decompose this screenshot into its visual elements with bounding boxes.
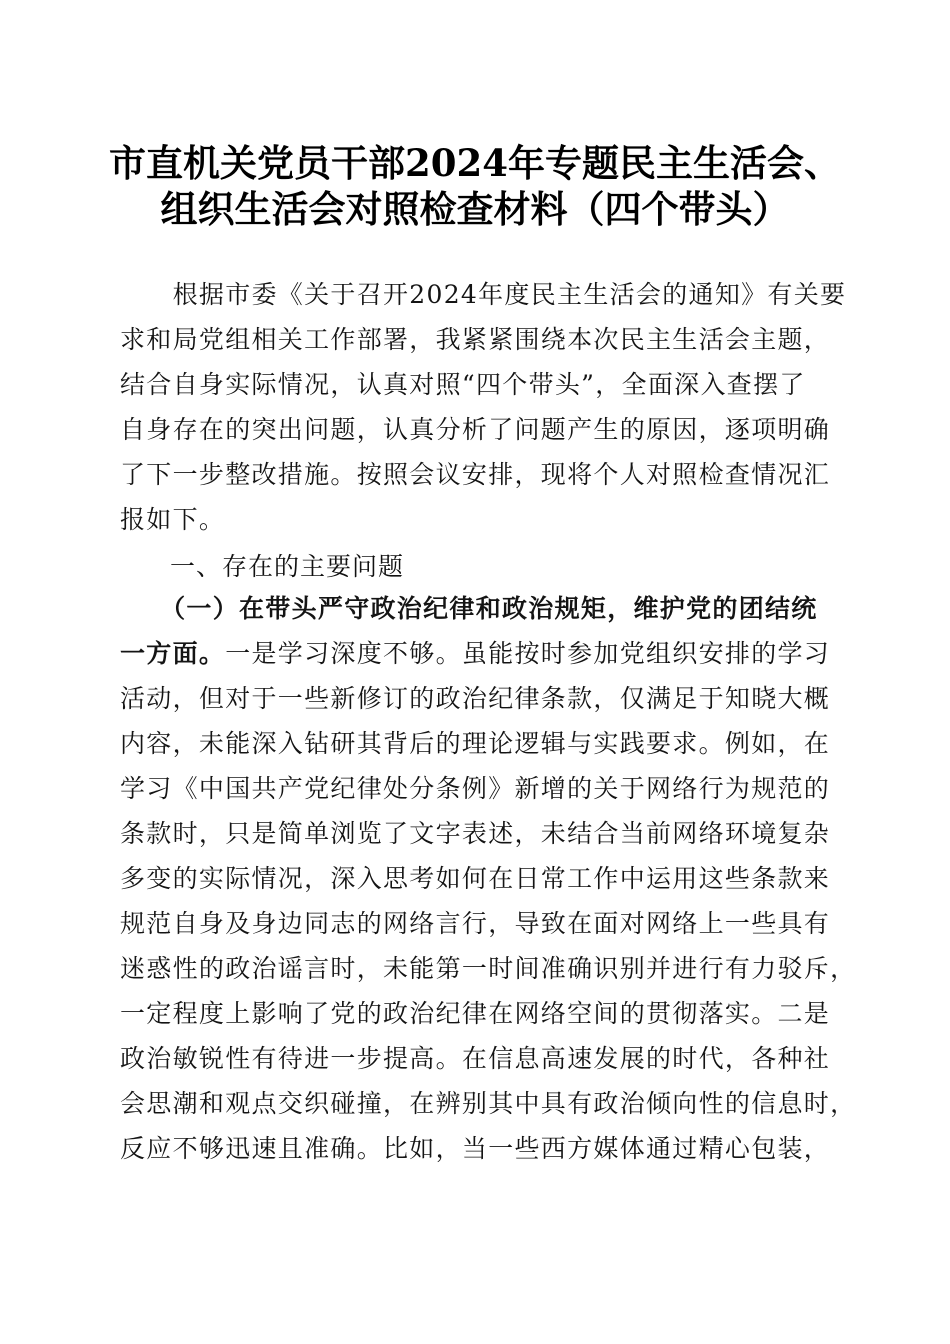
subsection-line: 内容，未能深入钻研其背后的理论逻辑与实践要求。例如，在 [120,729,831,758]
subsection-line: 多变的实际情况，深入思考如何在日常工作中运用这些条款来 [120,864,831,893]
subsection-line: 规范自身及身边同志的网络言行，导致在面对网络上一些具有 [120,909,831,938]
subsection-line: 会思潮和观点交织碰撞，在辨别其中具有政治倾向性的信息时， [120,1089,857,1118]
subsection-line: 反应不够迅速且准确。比如，当一些西方媒体通过精心包装， [120,1134,831,1163]
document-title-line-2: 组织生活会对照检查材料（四个带头） [160,187,790,231]
subsection-line: 活动，但对于一些新修订的政治纪律条款，仅满足于知晓大概 [120,684,831,713]
subsection-line: 政治敏锐性有待进一步提高。在信息高速发展的时代，各种社 [120,1044,831,1073]
intro-line: 结合自身实际情况，认真对照“四个带头”，全面深入查摆了 [120,370,806,399]
intro-line: 了下一步整改措施。按照会议安排，现将个人对照检查情况汇 [120,460,831,489]
intro-line: 根据市委《关于召开2024年度民主生活会的通知》有关要 [120,280,847,309]
subsection-1-paragraph [120,586,857,1171]
intro-paragraph [120,272,847,542]
subsection-heading-tail: 一方面。 [120,639,226,668]
subsection-line: 迷惑性的政治谣言时，未能第一时间准确识别并进行有力驳斥， [120,954,857,983]
intro-line: 求和局党组相关工作部署，我紧紧围绕本次民主生活会主题， [120,325,831,354]
section-heading-problems: 一、存在的主要问题 [170,552,405,581]
intro-line: 报如下。 [120,505,226,534]
subsection-text: 一是学习深度不够。虽能按时参加党组织安排的学习 [225,639,831,668]
subsection-line: 学习《中国共产党纪律处分条例》新增的关于网络行为规范的 [120,774,831,803]
subsection-line: 条款时，只是简单浏览了文字表述，未结合当前网络环境复杂 [120,819,831,848]
subsection-line: 一定程度上影响了党的政治纪律在网络空间的贯彻落实。二是 [120,999,831,1028]
document-title-line-1: 市直机关党员干部2024年专题民主生活会、 [109,141,841,185]
subsection-heading-line: （一）在带头严守政治纪律和政治规矩，维护党的团结统 [120,594,818,623]
subsection-line-mixed [120,631,832,676]
intro-line: 自身存在的突出问题，认真分析了问题产生的原因，逐项明确 [120,415,831,444]
